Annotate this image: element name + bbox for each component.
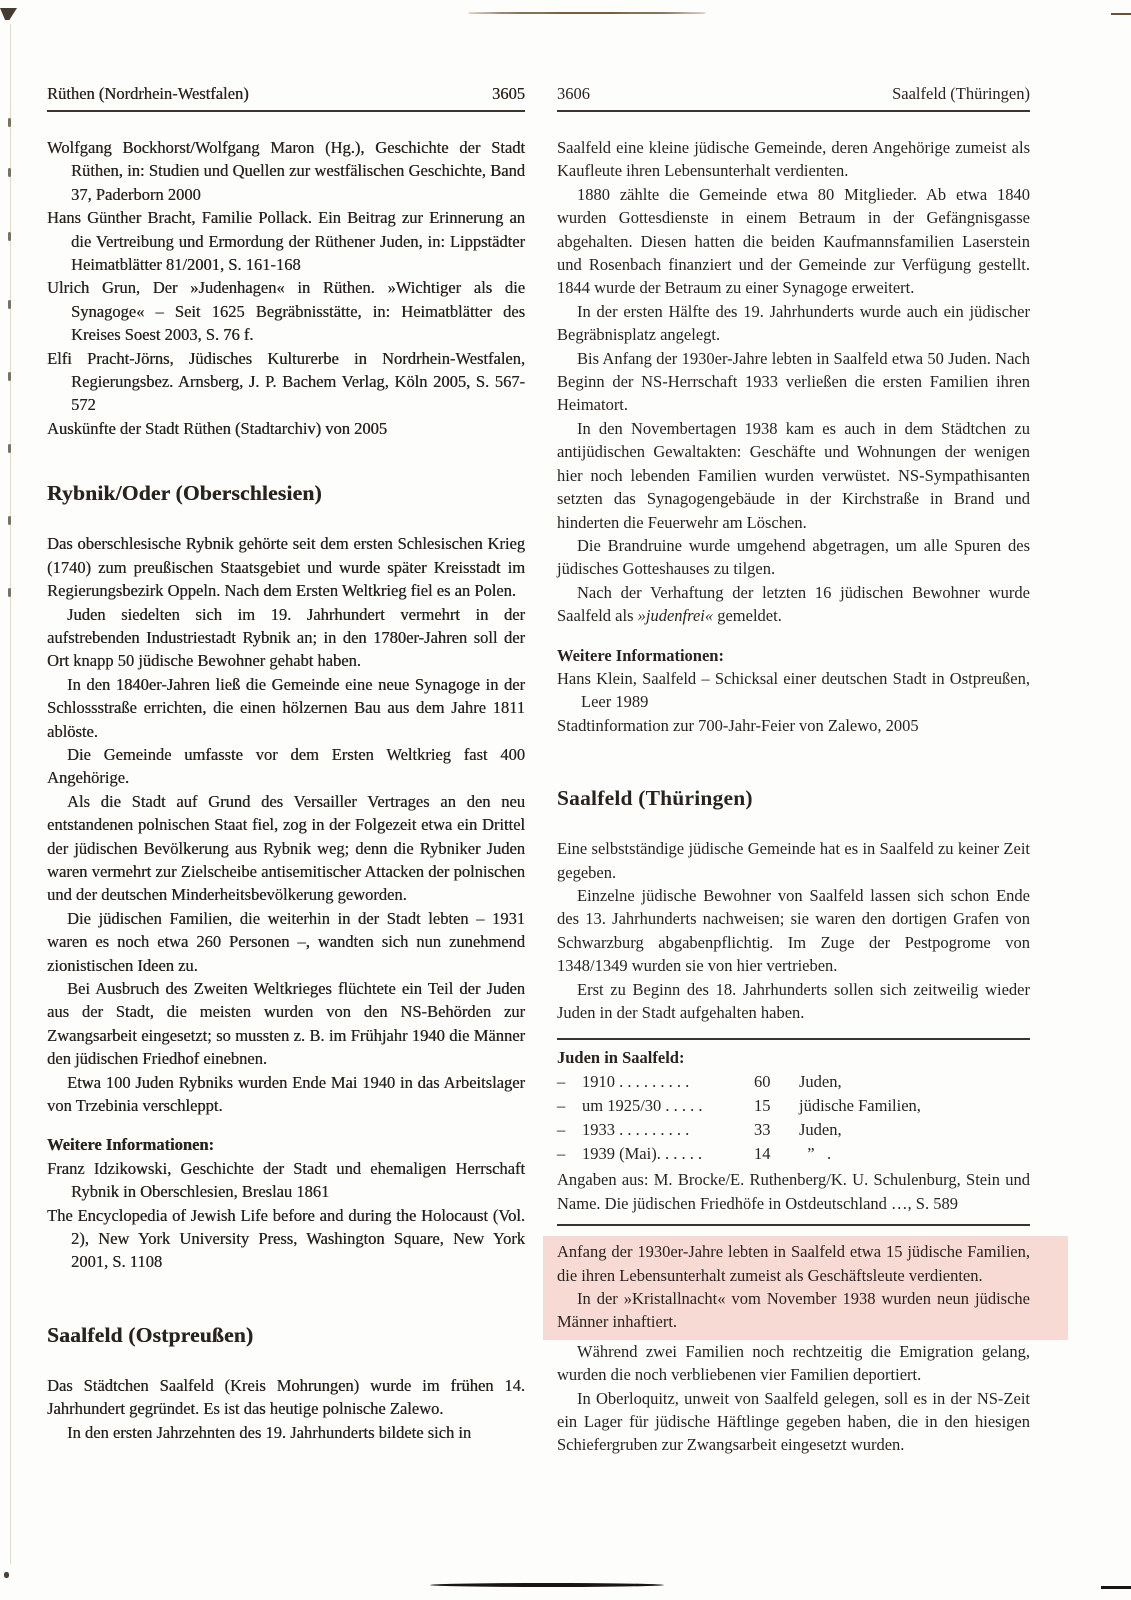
- reference-entry: Franz Idzikowski, Geschichte der Stadt und ehemaligen Herrschaft Rybnik in Oberschlesien, Breslau 1861: [47, 1158, 525, 1202]
- paragraph: Die jüdischen Familien, die weiterhin in der Stadt lebten – 1931 waren es noch etwa 260 Personen –, wandten sich nun zunehmend zionistischen Ideen zu.: [47, 908, 525, 975]
- bibliography-entry: Auskünfte der Stadt Rüthen (Stadtarchiv) von 2005: [47, 418, 388, 438]
- left-column: [47, 84, 525, 1444]
- paragraph: Etwa 100 Juden Rybniks wurden Ende Mai 1940 in das Arbeitslager von Trzebinia verschleppt.: [47, 1072, 525, 1116]
- reference-entry: Hans Klein, Saalfeld – Schicksal einer deutschen Stadt in Ostpreußen, Leer 1989: [557, 668, 1030, 712]
- row-count: 14: [754, 1144, 771, 1164]
- bibliography-entry: Wolfgang Bockhorst/Wolfgang Maron (Hg.), Geschichte der Stadt Rüthen, in: Studien und Quellen zur westfälischen Geschichte, Band 37, Paderborn 2000: [47, 138, 525, 204]
- judenfrei-before: Nach der Verhaftung der letzten 16 jüdischen Bewohner wurde Saalfeld als: [557, 582, 1030, 626]
- more-info-heading: Weitere Informationen:: [557, 645, 724, 665]
- scan-edge-tick: [8, 588, 11, 597]
- left-header-title: Rüthen (Nordrhein-Westfalen): [47, 84, 249, 103]
- row-dash: –: [557, 1120, 566, 1140]
- scan-bottom-line: [430, 1583, 664, 1587]
- paragraph: Eine selbstständige jüdische Gemeinde hat es in Saalfeld zu keiner Zeit gegeben.: [557, 839, 1030, 882]
- row-label: Juden,: [799, 1072, 842, 1092]
- paragraph: Erst zu Beginn des 18. Jahrhunderts sollen sich zeitweilig wieder Juden in der Stadt aufgehalten haben.: [557, 979, 1030, 1022]
- row-count: 33: [754, 1120, 771, 1140]
- paragraph: Während zwei Familien noch rechtzeitig die Emigration gelang, wurden die noch verbliebenen vier Familien deportiert.: [557, 1341, 1030, 1385]
- section-heading-saalfeld-ostpreussen: Saalfeld (Ostpreußen): [47, 1322, 254, 1347]
- table-source: Angaben aus: M. Brocke/E. Ruthenberg/K. U. Schulenburg, Stein und Name. Die jüdischen Friedhöfe in Ostdeutschland …, S. 589: [557, 1170, 1030, 1213]
- bibliography-entry: Ulrich Grun, Der »Judenhagen« in Rüthen. »Wichtiger als die Synagoge« – Seit 1625 Begräbnisstätte, in: Heimatblätter des Kreises Soest 2003, S. 76 f.: [47, 278, 525, 345]
- scan-bottom-right-line: [1101, 1586, 1131, 1589]
- scan-edge-tick: [8, 232, 11, 241]
- more-info-heading: Weitere Informationen:: [47, 1135, 214, 1155]
- paragraph: Als die Stadt auf Grund des Versailler Vertrages an den neu entstandenen polnischen Staat fiel, zog in der Folgezeit etwa ein Drittel der jüdischen Bevölkerung aus Rybnik weg; denn die Rybniker Juden waren vermehrt zur Zielscheibe antisemitischer Attacken der polnischen und der deutschen Minderheitsbevölkerung geworden.: [47, 791, 525, 905]
- table-row: [557, 1118, 1030, 1142]
- scan-bottom-left-mark: [4, 1572, 9, 1578]
- row-year: 1939 (Mai). . . . . .: [582, 1144, 703, 1164]
- row-dash: –: [557, 1144, 566, 1164]
- paragraph: In den Novembertagen 1938 kam es auch in dem Städtchen zu antijüdischen Gewaltakten: Geschäfte und Wohnungen der wenigen hier noch lebenden Familien wurden verwüstet. NS-Sympathisanten setzten das Synagogengebäude in der Kirchstraße in Brand und hinderten die Feuerwehr am Löschen.: [557, 418, 1030, 532]
- paragraph: Das oberschlesische Rybnik gehörte seit dem ersten Schlesischen Krieg (1740) zum preußischen Staatsgebiet und wurde später Kreisstadt im Regierungsbezirk Oppeln. Nach dem Ersten Weltkrieg fiel es an Polen.: [47, 534, 525, 601]
- left-running-header: [47, 84, 525, 112]
- row-label: jüdische Familien,: [799, 1096, 921, 1116]
- right-page-number: 3606: [557, 84, 590, 103]
- scan-edge-line: [10, 24, 11, 1564]
- right-running-header: [557, 84, 1030, 112]
- bibliography-entry: Elfi Pracht-Jörns, Jüdisches Kulturerbe in Nordrhein-Westfalen, Regierungsbez. Arnsberg, J. P. Bachem Verlag, Köln 2005, S. 567-572: [47, 348, 525, 415]
- section-heading-rybnik: Rybnik/Oder (Oberschlesien): [47, 481, 322, 506]
- highlighted-paragraph: Anfang der 1930er-Jahre lebten in Saalfeld etwa 15 jüdische Familien, die ihren Lebensunterhalt zumeist als Geschäftsleute verdienten.: [557, 1242, 1030, 1285]
- scan-top-right-line: [1111, 13, 1131, 15]
- paragraph: Saalfeld eine kleine jüdische Gemeinde, deren Angehörige zumeist als Kaufleute ihren Lebensunterhalt verdienten.: [557, 138, 1030, 181]
- row-year: 1910 . . . . . . . . .: [582, 1072, 690, 1092]
- paragraph: Die Brandruine wurde umgehend abgetragen, um alle Spuren des jüdisches Gotteshauses zu tilgen.: [557, 535, 1030, 579]
- paragraph-judenfrei: [557, 581, 1030, 628]
- paragraph: In der ersten Hälfte des 19. Jahrhunderts wurde auch ein jüdischer Begräbnisplatz angelegt.: [557, 301, 1030, 345]
- scan-edge-tick: [8, 372, 11, 381]
- row-dash: –: [557, 1072, 566, 1092]
- paragraph: Bis Anfang der 1930er-Jahre lebten in Saalfeld etwa 50 Juden. Nach Beginn der NS-Herrschaft 1933 verließen die ersten Familien ihren Heimatort.: [557, 348, 1030, 415]
- right-header-title: Saalfeld (Thüringen): [892, 84, 1030, 103]
- table-row: [557, 1070, 1030, 1094]
- paragraph: In den ersten Jahrzehnten des 19. Jahrhunderts bildete sich in: [67, 1422, 472, 1442]
- right-column: [557, 84, 1030, 1457]
- highlighted-passage: [543, 1236, 1068, 1340]
- judenfrei-after: gemeldet.: [713, 606, 782, 626]
- paragraph: Das Städtchen Saalfeld (Kreis Mohrungen) wurde im frühen 14. Jahrhundert gegründet. Es ist das heutige polnische Zalewo.: [47, 1375, 525, 1419]
- paragraph: Einzelne jüdische Bewohner von Saalfeld lassen sich schon Ende des 13. Jahrhunderts nachweisen; sie waren den dortigen Grafen von Schwarzburg abgabenpflichtig. Im Zuge der Pestpogrome von 1348/1349 wurden sie von hier vertrieben.: [557, 885, 1030, 976]
- table-row: [557, 1094, 1030, 1118]
- scan-edge-tick: [8, 444, 11, 453]
- row-year: 1933 . . . . . . . . .: [582, 1120, 690, 1140]
- row-label: ” .: [799, 1144, 832, 1164]
- jewish-population-table: [557, 1038, 1030, 1226]
- row-count: 15: [754, 1096, 771, 1116]
- paragraph: Die Gemeinde umfasste vor dem Ersten Weltkrieg fast 400 Angehörige.: [47, 744, 525, 788]
- scan-edge-tick: [8, 118, 11, 127]
- paragraph: 1880 zählte die Gemeinde etwa 80 Mitglieder. Ab etwa 1840 wurden Gottesdienste in einem Betraum in der Gefängnisgasse abgehalten. Diesen hatten die beiden Kaufmannsfamilien Laserstein und Rosenbach finanziert und der Gemeinde zur Verfügung gestellt. 1844 wurde der Betraum zu einer Synagoge erweitert.: [557, 184, 1030, 298]
- paragraph: In den 1840er-Jahren ließ die Gemeinde eine neue Synagoge in der Schlossstraße errichten, die einen hölzernen Bau aus dem Jahre 1811 ablöste.: [47, 674, 525, 741]
- left-page-number: 3605: [492, 84, 525, 103]
- scan-edge-tick: [8, 516, 11, 525]
- scan-edge-tick: [8, 300, 11, 309]
- reference-entry: Stadtinformation zur 700-Jahr-Feier von Zalewo, 2005: [557, 715, 919, 735]
- scan-corner-mark: [0, 8, 17, 20]
- table-heading: Juden in Saalfeld:: [557, 1048, 685, 1068]
- paragraph: Bei Ausbruch des Zweiten Weltkrieges flüchtete ein Teil der Juden aus der Stadt, die meisten wurden von den NS-Behörden zur Zwangsarbeit eingesetzt; so mussten z. B. im Frühjahr 1940 die Männer den jüdischen Friedhof einebnen.: [47, 979, 525, 1069]
- row-year: um 1925/30 . . . . .: [582, 1096, 703, 1116]
- bibliography-entry: Hans Günther Bracht, Familie Pollack. Ein Beitrag zur Erinnerung an die Vertreibung und Ermordung der Rüthener Juden, in: Lippstädter Heimatblätter 81/2001, S. 161-168: [47, 208, 525, 275]
- paragraph: Juden siedelten sich im 19. Jahrhundert vermehrt in der aufstrebenden Industriestadt Rybnik an; in den 1780er-Jahren soll der Ort knapp 50 jüdische Bewohner gehabt haben.: [47, 604, 525, 671]
- section-heading-saalfeld-thueringen: Saalfeld (Thüringen): [557, 786, 753, 811]
- row-dash: –: [557, 1096, 566, 1116]
- row-count: 60: [754, 1072, 771, 1092]
- scan-top-line: [468, 12, 706, 14]
- scan-edge-tick: [8, 168, 11, 177]
- row-label: Juden,: [799, 1120, 842, 1140]
- reference-entry: The Encyclopedia of Jewish Life before and during the Holocaust (Vol. 2), New York University Press, Washington Square, New York 2001, S. 1108: [47, 1205, 525, 1272]
- highlighted-paragraph: In der »Kristallnacht« vom November 1938 wurden neun jüdische Männer inhaftiert.: [557, 1289, 1030, 1332]
- table-row: [557, 1142, 1030, 1166]
- judenfrei-italic: »judenfrei«: [637, 606, 714, 626]
- paragraph: In Oberloquitz, unweit von Saalfeld gelegen, soll es in der NS-Zeit ein Lager für jüdische Häftlinge gegeben haben, die in den hiesigen Schiefergruben zur Zwangsarbeit eingesetzt wurden.: [557, 1388, 1030, 1455]
